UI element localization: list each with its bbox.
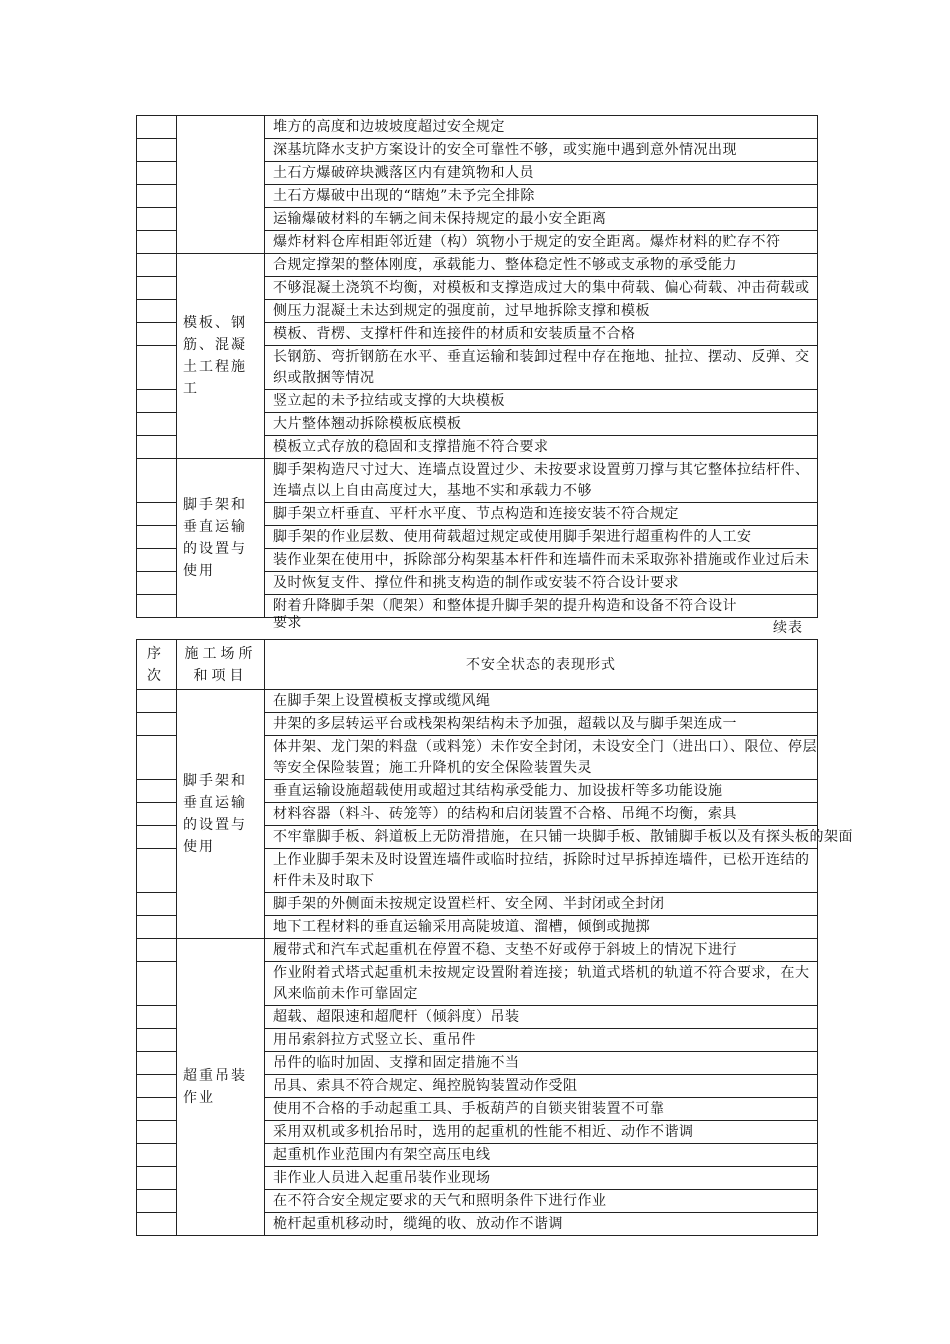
hazard-text: 脚手架的作业层数、使用荷载超过规定或使用脚手架进行超重构件的人工安 [265, 526, 818, 549]
category-cell-crane: 超重吊装作业 [177, 939, 265, 1236]
hazard-text: 上作业脚手架未及时设置连墙件或临时拉结，拆除时过早拆掉连墙件，已松开连结的杆件未及时取下 [265, 849, 818, 893]
seq-cell [137, 549, 177, 572]
seq-cell [137, 736, 177, 780]
hazard-text: 脚手架构造尺寸过大、连墙点设置过少、未按要求设置剪刀撑与其它整体拉结杆件、连墙点以上自由高度过大，基地不实和承载力不够 [265, 459, 818, 503]
seq-cell [137, 1144, 177, 1167]
category-cell-scaffold: 脚手架和垂直运输的设置与使用 [177, 690, 265, 939]
seq-cell [137, 1190, 177, 1213]
seq-cell [137, 116, 177, 139]
seq-cell [137, 254, 177, 277]
hazard-text: 侧压力混凝土未达到规定的强度前，过早地拆除支撑和模板 [265, 300, 818, 323]
hazard-text: 及时恢复支件、撑位件和挑支构造的制作或安装不符合设计要求 [265, 572, 818, 595]
table-header-row [137, 640, 818, 690]
hazard-text: 体井架、龙门架的料盘（或料笼）未作安全封闭，未设安全门（进出口）、限位、停层等安全保险装置；施工升降机的安全保险装置失灵 [265, 736, 818, 780]
seq-cell [137, 1167, 177, 1190]
hazard-text: 深基坑降水支护方案设计的安全可靠性不够，或实施中遇到意外情况出现 [265, 139, 818, 162]
seq-cell [137, 849, 177, 893]
seq-cell [137, 300, 177, 323]
seq-cell [137, 413, 177, 436]
seq-cell [137, 595, 177, 618]
seq-cell [137, 893, 177, 916]
hazard-text: 土石方爆破中出现的“瞎炮”未予完全排除 [265, 185, 818, 208]
table-row [137, 254, 818, 277]
category-cell [177, 116, 265, 254]
hazard-text: 吊件的临时加固、支撑和固定措施不当 [265, 1052, 818, 1075]
hazard-text: 不够混凝土浇筑不均衡，对模板和支撑造成过大的集中荷载、偏心荷载、冲击荷载或 [265, 277, 818, 300]
seq-cell [137, 1075, 177, 1098]
header-description: 不安全状态的表现形式 [265, 640, 818, 690]
seq-cell [137, 780, 177, 803]
seq-cell [137, 1121, 177, 1144]
hazard-text: 起重机作业范围内有架空高压电线 [265, 1144, 818, 1167]
hazard-text: 合规定撑架的整体刚度，承载能力、整体稳定性不够或支承物的承受能力 [265, 254, 818, 277]
hazard-text: 非作业人员进入起重吊装作业现场 [265, 1167, 818, 1190]
seq-cell [137, 1029, 177, 1052]
seq-cell [137, 185, 177, 208]
category-cell-formwork: 模板、钢筋、混凝土工程施工 [177, 254, 265, 459]
hazard-text: 用吊索斜拉方式竖立长、重吊件 [265, 1029, 818, 1052]
table-row [137, 116, 818, 139]
hazard-text: 在不符合安全规定要求的天气和照明条件下进行作业 [265, 1190, 818, 1213]
hazard-table-part1 [136, 115, 818, 618]
seq-cell [137, 962, 177, 1006]
hazard-text: 材料容器（料斗、砖笼等）的结构和启闭装置不合格、吊绳不均衡，索具 [265, 803, 818, 826]
seq-cell [137, 390, 177, 413]
seq-cell [137, 323, 177, 346]
hazard-text: 桅杆起重机移动时，缆绳的收、放动作不谐调 [265, 1213, 818, 1236]
continued-label: 续表 [773, 620, 803, 636]
seq-cell [137, 277, 177, 300]
seq-cell [137, 1006, 177, 1029]
hazard-text: 履带式和汽车式起重机在停置不稳、支垫不好或停于斜坡上的情况下进行 [265, 939, 818, 962]
seq-cell [137, 803, 177, 826]
hazard-text: 附着升降脚手架（爬架）和整体提升脚手架的提升构造和设备不符合设计 [265, 595, 818, 618]
hazard-text: 竖立起的未予拉结或支撑的大块模板 [265, 390, 818, 413]
hazard-text: 脚手架立杆垂直、平杆水平度、节点构造和连接安装不符合规定 [265, 503, 818, 526]
seq-cell [137, 939, 177, 962]
seq-cell [137, 916, 177, 939]
hazard-text: 运输爆破材料的车辆之间未保持规定的最小安全距离 [265, 208, 818, 231]
seq-cell [137, 826, 177, 849]
hazard-text: 在脚手架上设置模板支撑或缆风绳 [265, 690, 818, 713]
seq-cell [137, 713, 177, 736]
seq-cell [137, 208, 177, 231]
hazard-text: 大片整体翘动拆除模板底模板 [265, 413, 818, 436]
seq-cell [137, 139, 177, 162]
hazard-text: 作业附着式塔式起重机未按规定设置附着连接；轨道式塔机的轨道不符合要求，在大风来临前未作可靠固定 [265, 962, 818, 1006]
table-row [137, 690, 818, 713]
hazard-text: 爆炸材料仓库相距邻近建（构）筑物小于规定的安全距离。爆炸材料的贮存不符 [265, 231, 818, 254]
seq-cell [137, 572, 177, 595]
seq-cell [137, 1052, 177, 1075]
hazard-text: 模板立式存放的稳固和支撑措施不符合要求 [265, 436, 818, 459]
hazard-text: 地下工程材料的垂直运输采用高陡坡道、溜槽，倾倒或抛掷 [265, 916, 818, 939]
seq-cell [137, 231, 177, 254]
seq-cell [137, 503, 177, 526]
hazard-table-part2 [136, 639, 853, 1236]
hazard-text: 堆方的高度和边坡坡度超过安全规定 [265, 116, 818, 139]
seq-cell [137, 459, 177, 503]
hazard-text: 装作业架在使用中，拆除部分构架基本杆件和连墙件而未采取弥补措施或作业过后未 [265, 549, 818, 572]
hazard-text: 超载、超限速和超爬杆（倾斜度）吊装 [265, 1006, 818, 1029]
seq-cell [137, 436, 177, 459]
seq-cell [137, 162, 177, 185]
header-location: 施工场所和项目 [177, 640, 265, 690]
seq-cell [137, 690, 177, 713]
continuation-text: 要求 [273, 615, 302, 631]
header-seq: 序次 [137, 640, 177, 690]
hazard-text: 井架的多层转运平台或栈架构架结构未予加强，超载以及与脚手架连成一 [265, 713, 818, 736]
seq-cell [137, 1213, 177, 1236]
table-row [137, 939, 818, 962]
hazard-text: 土石方爆破碎块溅落区内有建筑物和人员 [265, 162, 818, 185]
hazard-text: 垂直运输设施超载使用或超过其结构承受能力、加设拔杆等多功能设施 [265, 780, 818, 803]
hazard-text: 吊具、索具不符合规定、绳控脱钩装置动作受阻 [265, 1075, 818, 1098]
seq-cell [137, 1098, 177, 1121]
seq-cell [137, 526, 177, 549]
hazard-text: 使用不合格的手动起重工具、手板葫芦的自锁夹钳装置不可靠 [265, 1098, 818, 1121]
seq-cell [137, 346, 177, 390]
hazard-text: 模板、背楞、支撑杆件和连接件的材质和安装质量不合格 [265, 323, 818, 346]
hazard-text: 长钢筋、弯折钢筋在水平、垂直运输和装卸过程中存在拖地、扯拉、摆动、反弹、交织或散捆等情况 [265, 346, 818, 390]
hazard-text: 采用双机或多机抬吊时，选用的起重机的性能不相近、动作不谐调 [265, 1121, 818, 1144]
hazard-text: 脚手架的外侧面未按规定设置栏杆、安全网、半封闭或全封闭 [265, 893, 818, 916]
table-row [137, 459, 818, 503]
category-cell-scaffold: 脚手架和垂直运输的设置与使用 [177, 459, 265, 618]
hazard-text: 不牢靠脚手板、斜道板上无防滑措施，在只铺一块脚手板、散铺脚手板以及有探头板的架面 [265, 826, 818, 849]
